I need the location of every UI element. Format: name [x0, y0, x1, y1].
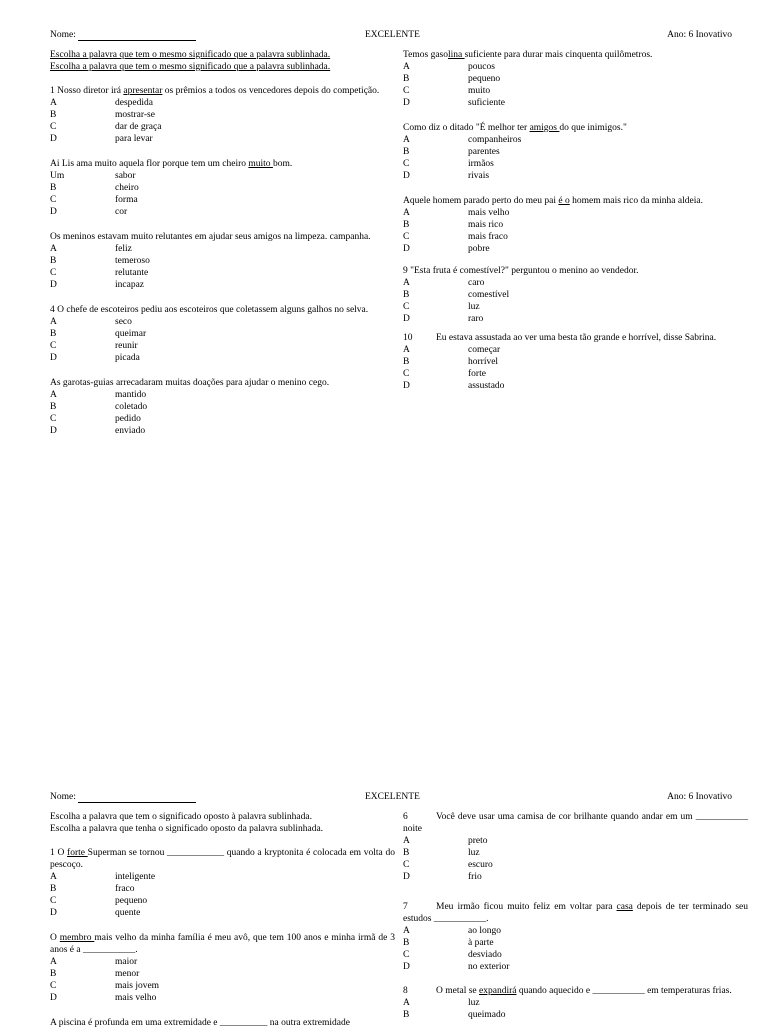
- option-letter: C: [50, 981, 57, 991]
- option-letter: B: [403, 74, 410, 84]
- question-stem: Os meninos estavam muito relutantes em ajudar seus amigos na limpeza. campanha.: [50, 232, 371, 242]
- option-text: mais velho: [115, 993, 157, 1003]
- answer-option[interactable]: [50, 968, 395, 980]
- question-4: [50, 304, 388, 364]
- right-column: [403, 49, 765, 392]
- option-letter: D: [50, 207, 57, 217]
- option-text: frio: [468, 872, 482, 882]
- answer-option[interactable]: [403, 356, 765, 368]
- answer-option[interactable]: [403, 243, 765, 255]
- option-text: mais jovem: [115, 981, 160, 991]
- option-letter: C: [403, 232, 410, 242]
- option-letter: D: [403, 314, 410, 324]
- page-title: EXCELENTE: [365, 30, 420, 40]
- answer-option[interactable]: [50, 883, 395, 895]
- option-letter: A: [403, 836, 410, 846]
- option-text: reunir: [115, 341, 138, 351]
- answer-option[interactable]: [403, 344, 765, 356]
- question-8: [403, 195, 765, 255]
- option-text: inteligente: [115, 872, 156, 882]
- question-stem: Ai Lis ama muito aquela flor porque tem um cheiro muito bom.: [50, 159, 293, 169]
- option-letter: C: [403, 860, 410, 870]
- question-stem: Aquele homem parado perto do meu pai é o homem mais rico da minha aldeia.: [403, 196, 703, 206]
- answer-option[interactable]: [403, 146, 765, 158]
- option-text: companheiros: [468, 135, 522, 145]
- options: [403, 835, 748, 883]
- option-letter: A: [50, 98, 57, 108]
- option-text: coletado: [115, 402, 148, 412]
- option-letter: B: [403, 220, 410, 230]
- option-letter: A: [50, 390, 57, 400]
- option-text: luz: [468, 302, 480, 312]
- options: [50, 97, 388, 145]
- answer-option[interactable]: [50, 279, 388, 291]
- question-1: [50, 85, 388, 145]
- options: [50, 871, 395, 919]
- option-letter: B: [403, 938, 410, 948]
- option-letter: C: [403, 369, 410, 379]
- option-text: pequeno: [115, 896, 148, 906]
- option-text: picada: [115, 353, 140, 363]
- answer-option[interactable]: [50, 425, 388, 437]
- instruction: Escolha a palavra que tem o significado oposto à palavra sublinhada.: [50, 812, 312, 822]
- option-text: menor: [115, 969, 140, 979]
- option-text: quente: [115, 908, 141, 918]
- question-stem: 4 O chefe de escoteiros pediu aos escoteiros que coletassem alguns galhos no selva.: [50, 305, 369, 315]
- question-stem: 8 O metal se expandirá quando aquecido e ___________ em temperaturas frias.: [403, 986, 732, 996]
- option-letter: C: [50, 896, 57, 906]
- option-text: pobre: [468, 244, 490, 254]
- option-text: despedida: [115, 98, 153, 108]
- option-text: cor: [115, 207, 128, 217]
- answer-option[interactable]: [50, 907, 395, 919]
- answer-option[interactable]: [403, 219, 765, 231]
- question-6: [403, 49, 765, 109]
- question-5: [50, 377, 388, 437]
- answer-option[interactable]: [403, 859, 748, 871]
- answer-option[interactable]: [403, 997, 748, 1009]
- option-letter: B: [50, 110, 57, 120]
- option-letter: C: [403, 302, 410, 312]
- options: [403, 344, 765, 392]
- question-stem: As garotas-guias arrecadaram muitas doações para ajudar o menino cego.: [50, 378, 330, 388]
- answer-option[interactable]: [50, 133, 388, 145]
- options: [50, 316, 388, 364]
- option-letter: A: [50, 317, 57, 327]
- option-letter: Um: [50, 171, 65, 181]
- option-text: raro: [468, 314, 484, 324]
- answer-option[interactable]: [50, 871, 395, 883]
- name-field[interactable]: [50, 791, 196, 803]
- answer-option[interactable]: [50, 109, 388, 121]
- option-letter: A: [403, 208, 410, 218]
- question-7: [403, 901, 748, 973]
- option-text: escuro: [468, 860, 493, 870]
- option-text: mais fraco: [468, 232, 508, 242]
- option-text: assustado: [468, 381, 505, 391]
- instruction: Escolha a palavra que tem o mesmo significado que a palavra sublinhada.: [50, 50, 331, 60]
- name-field[interactable]: [50, 29, 196, 41]
- instruction: Escolha a palavra que tem o mesmo significado que a palavra sublinhada.: [50, 62, 331, 72]
- option-text: comestível: [468, 290, 510, 300]
- page-header: [50, 29, 732, 43]
- option-text: feliz: [115, 244, 132, 254]
- answer-option[interactable]: [403, 289, 765, 301]
- answer-option[interactable]: [50, 206, 388, 218]
- options: [403, 997, 748, 1021]
- question-stem: Temos gasolina suficiente para durar mais cinquenta quilômetros.: [403, 50, 653, 60]
- options: [403, 134, 765, 182]
- question-3: [50, 1017, 395, 1029]
- option-letter: B: [403, 357, 410, 367]
- option-text: maior: [115, 957, 138, 967]
- option-text: mais rico: [468, 220, 504, 230]
- answer-option[interactable]: [50, 170, 388, 182]
- option-text: luz: [468, 848, 480, 858]
- question-stem: 9 "Esta fruta é comestível?" perguntou o menino ao vendedor.: [403, 266, 639, 276]
- option-letter: A: [50, 244, 57, 254]
- option-text: forma: [115, 195, 138, 205]
- answer-option[interactable]: [50, 413, 388, 425]
- answer-option[interactable]: [50, 267, 388, 279]
- answer-option[interactable]: [403, 937, 748, 949]
- question-10: [403, 332, 765, 392]
- question-6: [403, 811, 748, 883]
- option-text: relutante: [115, 268, 149, 278]
- question-1: [50, 847, 395, 919]
- option-letter: D: [50, 280, 57, 290]
- answer-option[interactable]: [50, 182, 388, 194]
- option-text: no exterior: [468, 962, 510, 972]
- option-letter: A: [403, 62, 410, 72]
- answer-option[interactable]: [403, 231, 765, 243]
- option-letter: C: [403, 950, 410, 960]
- option-text: queimado: [468, 1010, 506, 1020]
- option-letter: D: [50, 993, 57, 1003]
- answer-option[interactable]: [50, 255, 388, 267]
- options: [403, 61, 765, 109]
- option-text: cheiro: [115, 183, 139, 193]
- option-letter: D: [403, 171, 410, 181]
- option-letter: A: [50, 872, 57, 882]
- option-text: incapaz: [115, 280, 145, 290]
- options: [50, 956, 395, 1004]
- option-letter: B: [50, 329, 57, 339]
- options: [50, 170, 388, 218]
- answer-option[interactable]: [50, 992, 395, 1004]
- options: [50, 243, 388, 291]
- answer-option[interactable]: [50, 316, 388, 328]
- instruction: Escolha a palavra que tenha o significado oposto da palavra sublinhada.: [50, 824, 324, 834]
- option-text: para levar: [115, 134, 153, 144]
- answer-option[interactable]: [403, 847, 748, 859]
- option-text: fraco: [115, 884, 135, 894]
- option-letter: D: [403, 244, 410, 254]
- name-line[interactable]: [78, 30, 196, 41]
- option-letter: B: [403, 1010, 410, 1020]
- option-letter: C: [403, 86, 410, 96]
- options: [403, 277, 765, 325]
- option-letter: B: [403, 147, 410, 157]
- option-text: forte: [468, 369, 486, 379]
- answer-option[interactable]: [50, 97, 388, 109]
- option-letter: D: [50, 353, 57, 363]
- answer-option[interactable]: [50, 340, 388, 352]
- option-text: horrível: [468, 357, 499, 367]
- option-letter: A: [403, 278, 410, 288]
- option-text: irmãos: [468, 159, 494, 169]
- option-letter: C: [50, 341, 57, 351]
- answer-option[interactable]: [403, 871, 748, 883]
- option-text: parentes: [468, 147, 500, 157]
- question-stem: 1 O forte Superman se tornou ____________ quando a kryptonita é colocada em volta do pescoço.: [50, 848, 395, 870]
- option-text: enviado: [115, 426, 146, 436]
- option-text: rivais: [468, 171, 490, 181]
- name-line[interactable]: [78, 792, 196, 803]
- question-stem: O membro mais velho da minha família é meu avô, que tem 100 anos e minha irmã de 3 anos é a ___________.: [50, 933, 395, 955]
- option-text: mostrar-se: [115, 110, 155, 120]
- answer-option[interactable]: [403, 158, 765, 170]
- question-stem: 7 Meu irmão ficou muito feliz em voltar para casa depois de ter terminado seu estudos ___________.: [403, 902, 749, 924]
- right-column: [403, 811, 748, 1021]
- answer-option[interactable]: [403, 949, 748, 961]
- option-letter: B: [50, 256, 57, 266]
- page-title: EXCELENTE: [365, 792, 420, 802]
- answer-option[interactable]: [403, 925, 748, 937]
- option-letter: B: [403, 290, 410, 300]
- option-text: pequeno: [468, 74, 501, 84]
- question-2: [50, 932, 395, 1004]
- answer-option[interactable]: [403, 313, 765, 325]
- answer-option[interactable]: [403, 277, 765, 289]
- grade-label: Ano: 6 Inovativo: [667, 792, 732, 802]
- option-text: caro: [468, 278, 485, 288]
- option-text: luz: [468, 998, 480, 1008]
- option-letter: A: [403, 926, 410, 936]
- option-letter: A: [403, 135, 410, 145]
- answer-option[interactable]: [50, 895, 395, 907]
- question-8: [403, 985, 748, 1021]
- answer-option[interactable]: [403, 835, 748, 847]
- option-text: suficiente: [468, 98, 505, 108]
- option-text: sabor: [115, 171, 136, 181]
- name-label: Nome:: [50, 792, 76, 802]
- answer-option[interactable]: [50, 352, 388, 364]
- option-text: muito: [468, 86, 491, 96]
- answer-option[interactable]: [403, 961, 748, 973]
- option-letter: C: [50, 195, 57, 205]
- option-text: desviado: [468, 950, 502, 960]
- option-letter: D: [50, 134, 57, 144]
- question-7: [403, 122, 765, 182]
- option-text: temeroso: [115, 256, 150, 266]
- answer-option[interactable]: [403, 380, 765, 392]
- option-letter: B: [50, 402, 57, 412]
- option-letter: D: [403, 872, 410, 882]
- name-label: Nome:: [50, 30, 76, 40]
- answer-option[interactable]: [403, 207, 765, 219]
- option-letter: D: [50, 426, 57, 436]
- answer-option[interactable]: [50, 401, 388, 413]
- grade-label: Ano: 6 Inovativo: [667, 30, 732, 40]
- left-column: [50, 811, 395, 1029]
- option-letter: C: [50, 268, 57, 278]
- answer-option[interactable]: [50, 956, 395, 968]
- answer-option[interactable]: [403, 85, 765, 97]
- option-text: mantido: [115, 390, 147, 400]
- answer-option[interactable]: [403, 368, 765, 380]
- option-letter: D: [403, 98, 410, 108]
- option-letter: B: [50, 183, 57, 193]
- question-9: [403, 265, 765, 325]
- option-letter: D: [403, 381, 410, 391]
- option-text: queimar: [115, 329, 147, 339]
- page-header: [50, 791, 732, 805]
- option-letter: A: [403, 345, 410, 355]
- option-text: começar: [468, 345, 501, 355]
- option-text: mais velho: [468, 208, 510, 218]
- option-text: preto: [468, 836, 488, 846]
- answer-option[interactable]: [50, 121, 388, 133]
- option-letter: A: [50, 957, 57, 967]
- options: [50, 389, 388, 437]
- option-text: à parte: [468, 938, 494, 948]
- question-stem: 10 Eu estava assustada ao ver uma besta tão grande e horrível, disse Sabrina.: [403, 333, 717, 343]
- option-text: poucos: [468, 62, 495, 72]
- question-2: [50, 158, 388, 218]
- option-letter: D: [50, 908, 57, 918]
- answer-option[interactable]: [50, 328, 388, 340]
- answer-option[interactable]: [50, 980, 395, 992]
- option-letter: B: [50, 884, 57, 894]
- question-stem: 1 Nosso diretor irá apresentar os prêmios a todos os vencedores depois do competição.: [50, 86, 380, 96]
- answer-option[interactable]: [403, 1009, 748, 1021]
- answer-option[interactable]: [403, 301, 765, 313]
- answer-option[interactable]: [50, 194, 388, 206]
- options: [403, 207, 765, 255]
- option-letter: C: [50, 414, 57, 424]
- option-text: pedido: [115, 414, 141, 424]
- answer-option[interactable]: [50, 389, 388, 401]
- answer-option[interactable]: [403, 134, 765, 146]
- option-text: seco: [115, 317, 132, 327]
- answer-option[interactable]: [403, 170, 765, 182]
- option-letter: D: [403, 962, 410, 972]
- option-letter: C: [50, 122, 57, 132]
- option-text: ao longo: [468, 926, 501, 936]
- left-column: [50, 49, 388, 437]
- option-letter: C: [403, 159, 410, 169]
- answer-option[interactable]: [403, 97, 765, 109]
- option-letter: B: [50, 969, 57, 979]
- question-stem: A piscina é profunda em uma extremidade e __________ na outra extremidade: [50, 1018, 350, 1028]
- option-text: dar de graça: [115, 122, 162, 132]
- answer-option[interactable]: [403, 73, 765, 85]
- options: [403, 925, 748, 973]
- answer-option[interactable]: [403, 61, 765, 73]
- answer-option[interactable]: [50, 243, 388, 255]
- option-letter: A: [403, 998, 410, 1008]
- question-3: [50, 231, 388, 291]
- question-stem: 6 Você deve usar uma camisa de cor brilhante quando andar em um ___________ noite: [403, 812, 748, 834]
- option-letter: B: [403, 848, 410, 858]
- question-stem: Como diz o ditado "É melhor ter amigos do que inimigos.": [403, 123, 627, 133]
